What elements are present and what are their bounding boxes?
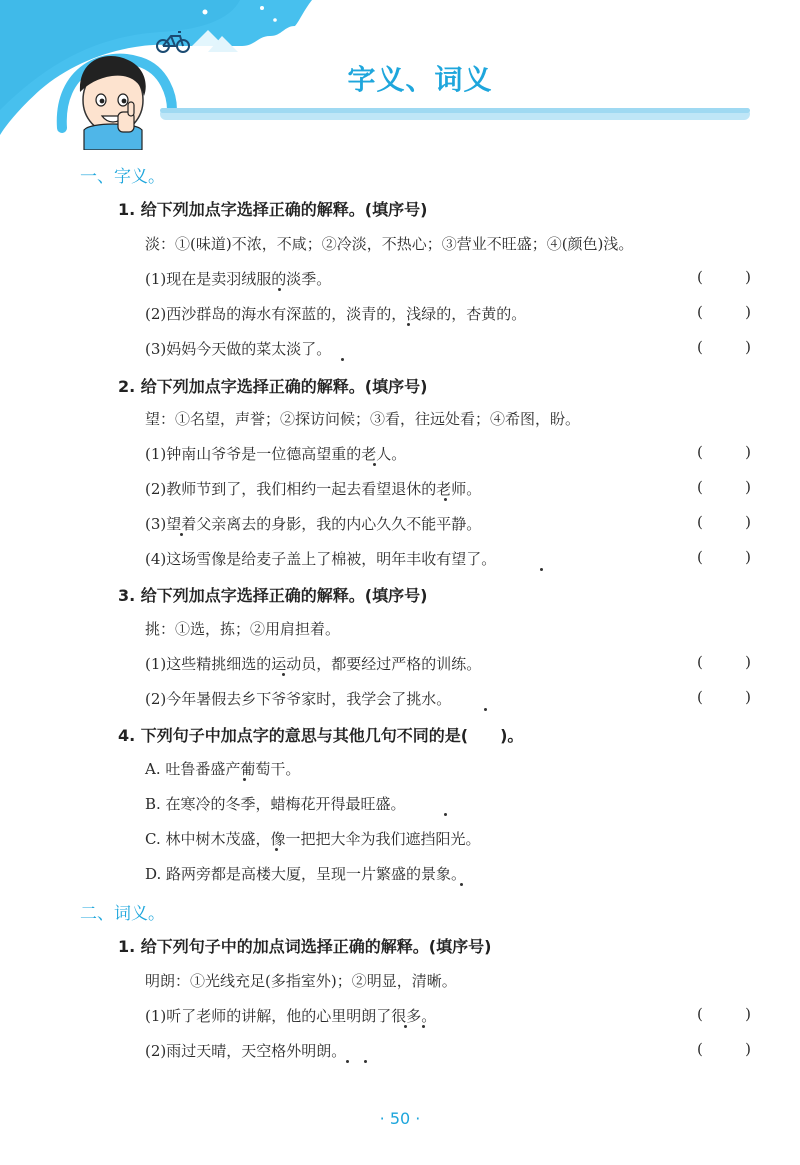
question-item: (4)这场雪像是给麦子盖上了棉被，明年丰收有望了。 [145,550,497,568]
option-d: D. 路两旁都是高楼大厦，呈现一片繁盛的景象。 [145,865,467,883]
question-stem: 2. 给下列加点字选择正确的解释。(填序号) [118,377,428,396]
page-title: 字义、词义 [347,63,493,96]
page-number: · 50 · [379,1109,421,1128]
paren-close: ) [745,338,751,356]
emphasis-dot [346,1060,349,1063]
paren-close: ) [745,513,751,531]
paren-open: ( [697,268,703,286]
question-item: (2)雨过天晴，天空格外明朗。 [145,1042,347,1060]
definition-line: 明朗：①光线充足(多指室外)；②明显，清晰。 [145,972,457,990]
paren-open: ( [697,513,703,531]
question-item: (1)这些精挑细选的运动员，都要经过严格的训练。 [145,655,482,673]
question-item: (2)教师节到了，我们相约一起去看望退休的老师。 [145,480,482,498]
page-header [0,0,800,150]
answer-blank[interactable] [697,443,751,461]
question-stem: 1. 给下列句子中的加点词选择正确的解释。(填序号) [118,937,492,956]
section-title-2: 二、词义。 [80,904,165,924]
emphasis-dot [275,848,278,851]
question-stem: 3. 给下列加点字选择正确的解释。(填序号) [118,586,428,605]
answer-blank[interactable] [697,1005,751,1023]
option-b: B. 在寒冷的冬季，蜡梅花开得最旺盛。 [145,795,406,813]
answer-blank[interactable] [697,653,751,671]
answer-blank[interactable] [697,338,751,356]
paren-open: ( [697,303,703,321]
paren-open: ( [697,688,703,706]
paren-open: ( [697,443,703,461]
emphasis-dot [341,358,344,361]
paren-close: ) [745,548,751,566]
option-c: C. 林中树木茂盛，像一把把大伞为我们遮挡阳光。 [145,830,481,848]
emphasis-dot [444,498,447,501]
paren-close: ) [745,688,751,706]
question-item: (3)望着父亲离去的身影，我的内心久久不能平静。 [145,515,482,533]
question-item: (2)今年暑假去乡下爷爷家时，我学会了挑水。 [145,690,452,708]
question-item: (3)妈妈今天做的菜太淡了。 [145,340,332,358]
emphasis-dot [282,673,285,676]
emphasis-dot [407,323,410,326]
paren-close: ) [745,478,751,496]
answer-blank[interactable] [697,303,751,321]
paren-open: ( [697,1040,703,1058]
answer-blank[interactable] [697,548,751,566]
answer-blank[interactable] [697,1040,751,1058]
question-item: (2)西沙群岛的海水有深蓝的，淡青的，浅绿的，杏黄的。 [145,305,527,323]
emphasis-dot [278,288,281,291]
paren-close: ) [745,1005,751,1023]
answer-blank[interactable] [697,478,751,496]
paren-open: ( [697,653,703,671]
answer-blank[interactable] [697,268,751,286]
paren-close: ) [745,268,751,286]
paren-close: ) [745,443,751,461]
emphasis-dot [444,813,447,816]
emphasis-dot [364,1060,367,1063]
answer-blank[interactable] [697,513,751,531]
paren-open: ( [697,338,703,356]
paren-open: ( [697,478,703,496]
definition-line: 挑：①选，拣；②用肩担着。 [145,620,341,638]
emphasis-dot [243,778,246,781]
emphasis-dot [180,533,183,536]
definition-line: 淡：①(味道)不浓，不咸；②冷淡，不热心；③营业不旺盛；④(颜色)浅。 [145,235,634,253]
paren-close: ) [745,1040,751,1058]
emphasis-dot [404,1025,407,1028]
paren-close: ) [745,653,751,671]
question-item: (1)钟南山爷爷是一位德高望重的老人。 [145,445,407,463]
emphasis-dot [540,568,543,571]
definition-line: 望：①名望，声誉；②探访问候；③看，往远处看；④希图，盼。 [145,410,581,428]
option-a: A. 吐鲁番盛产葡萄干。 [145,760,301,778]
emphasis-dot [422,1025,425,1028]
emphasis-dot [373,463,376,466]
question-item: (1)听了老师的讲解，他的心里明朗了很多。 [145,1007,437,1025]
paren-open: ( [697,548,703,566]
paren-open: ( [697,1005,703,1023]
question-stem: 1. 给下列加点字选择正确的解释。(填序号) [118,200,428,219]
emphasis-dot [484,708,487,711]
section-title-1: 一、字义。 [80,167,165,187]
answer-blank[interactable] [697,688,751,706]
paren-close: ) [745,303,751,321]
question-stem: 4. 下列句子中加点字的意思与其他几句不同的是( )。 [118,726,524,745]
question-item: (1)现在是卖羽绒服的淡季。 [145,270,332,288]
emphasis-dot [460,883,463,886]
boy-thumbs-up-illustration [80,56,146,150]
